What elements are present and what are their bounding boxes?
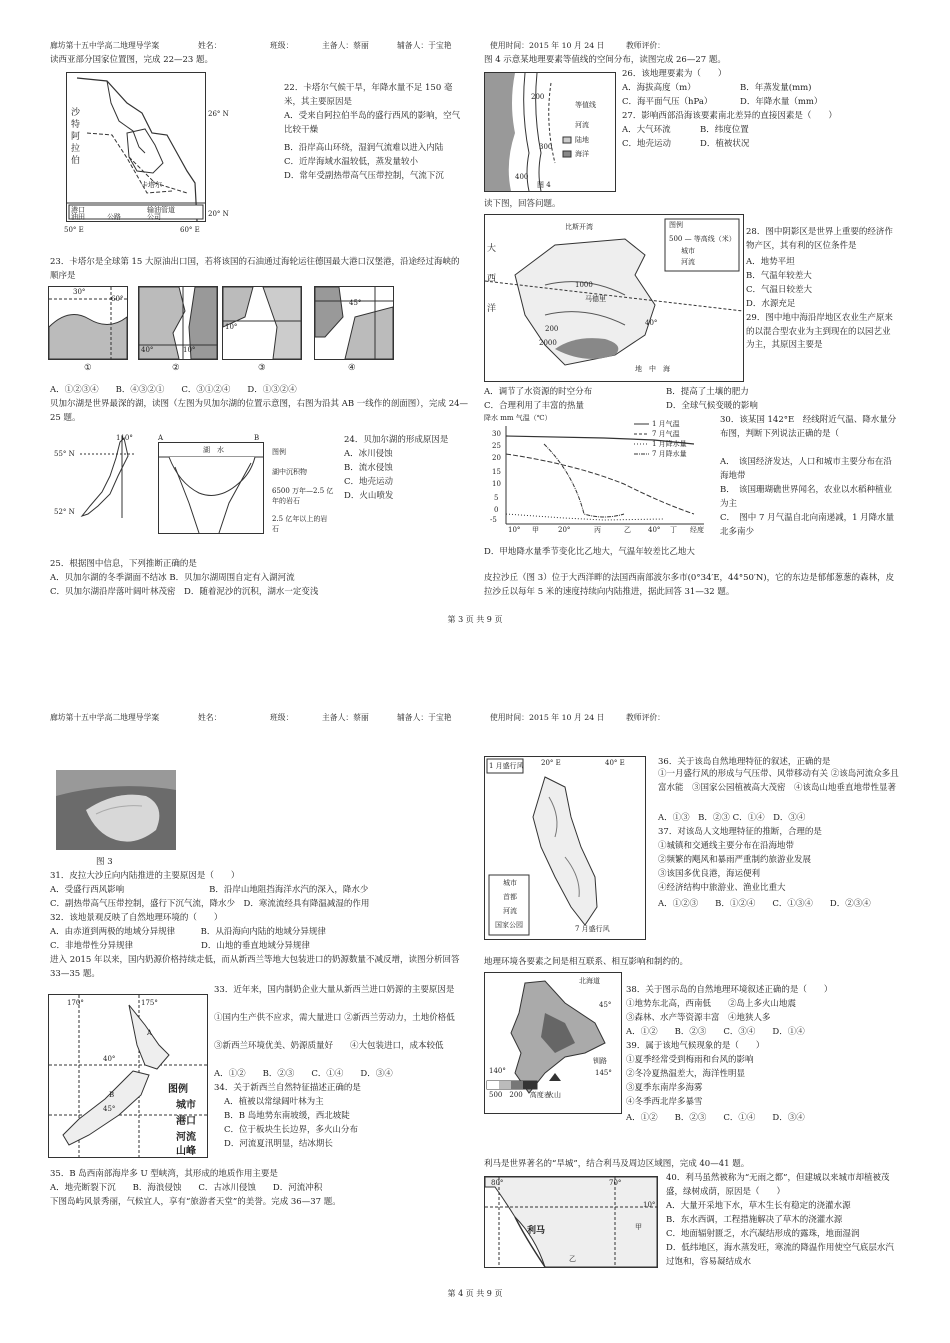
iberia-legend-city: 城市	[681, 247, 695, 255]
header-editor: 辅备人：于宝艳	[397, 41, 452, 50]
nz-b: B	[109, 1091, 115, 1099]
q24-option-d: D．火山喷发	[344, 491, 394, 501]
q28-option-d: D．水源充足	[746, 299, 796, 309]
q29-option-b: B．提高了土壤的肥力	[666, 387, 749, 397]
header-author: 主备人：蔡丽	[322, 41, 369, 50]
nz-legend-port: 港口	[176, 1116, 196, 1127]
iberia-v3: 2000	[539, 339, 557, 347]
q33-options: A．①② B．②③ C．①④ D．③④	[214, 1069, 393, 1079]
baikal-legend-2: 6500 万年—2.5 亿年的岩石	[272, 487, 334, 505]
graph30-x5: 乙	[624, 526, 631, 534]
strait1-deg2: 60°	[111, 295, 124, 303]
p2-header-name: 姓名：	[198, 713, 222, 722]
q34-option-b: B．B 岛地势东南坡缓，西北坡陡	[224, 1111, 350, 1121]
baikal-water: 湖 水	[203, 446, 224, 454]
q25-option-ab: A．贝加尔湖的冬季湖面不结冰 B．贝加尔湖周围自定有入湖河流	[50, 573, 295, 583]
map1-country2: 特	[71, 120, 81, 130]
island-legend-capital: 首都	[503, 893, 517, 901]
hokkaido-lat: 45°	[599, 1001, 612, 1009]
q40-option-a: A．大量开采地下水，草木生长有稳定的浇灌水源	[666, 1201, 851, 1211]
q29-option-d: D．全球气候变暖的影响	[666, 401, 758, 411]
map1-place1: 卡塔尔	[141, 181, 162, 189]
nz-a: A	[147, 1029, 153, 1037]
graph30-x7: 丁	[670, 526, 677, 534]
p2-header-author: 主备人：蔡丽	[322, 713, 369, 722]
peru-lon1: 80°	[491, 1179, 504, 1187]
map1-legend4: 输油管道	[147, 206, 175, 214]
baikal-legend-1: 湖中沉积物	[272, 468, 307, 476]
q40-option-d: D．低纬地区，海水蒸发旺，寒流的降温作用使空气底层水汽过饱和，容易凝结成水	[666, 1243, 894, 1267]
q36-stem: 36．关于该岛自然地理特征的叙述，正确的是	[658, 757, 831, 767]
hokkaido-city: 钏路	[593, 1057, 607, 1065]
peru-lon2: 70°	[609, 1179, 622, 1187]
baikal-profile	[158, 442, 264, 534]
peru-yi: 乙	[569, 1255, 576, 1263]
island-jan-wind: 1 月盛行风	[489, 762, 524, 770]
strait1-caption: ①	[84, 363, 92, 373]
strait-map-3	[222, 286, 302, 360]
q39-item-1: ①夏季经常受到梅雨和台风的影响	[626, 1055, 754, 1065]
q23-options: A．①②③④ B．④③②① C．③①②④ D．①③②④	[50, 385, 297, 395]
q28-option-c: C．气温日较差大	[746, 285, 813, 295]
q30-climate-graph	[484, 414, 716, 536]
q30-option-d: D．甲地降水量季节变化比乙地大，气温年较差比乙地大	[484, 547, 695, 557]
graph30-y4: 15	[492, 468, 501, 476]
iberia-city: 马德里	[585, 295, 606, 303]
iberia-legend-title: 图例	[669, 221, 683, 229]
header-class: 班级：	[270, 41, 294, 50]
graph30-y8: -5	[490, 516, 497, 524]
q29-stem: 29．图中地中海沿岸地区农业生产原来的以混合型农业为主到现在的以园艺业为主，其原因主要是	[746, 313, 893, 351]
baikal-legend-3: 2.5 亿年以上的岩石	[272, 515, 328, 533]
q32-stem: 32．该地景观反映了自然地理环境的（ ）	[50, 913, 223, 923]
nz-legend-city: 城市	[176, 1100, 196, 1111]
graph30-y3: 20	[492, 454, 501, 462]
fig4-legend-isoline: 等值线	[575, 101, 596, 109]
baikal-b: B	[254, 434, 260, 442]
q22-option-a: A．受来自阿拉伯半岛的盛行西风的影响，空气比较干燥	[284, 111, 461, 135]
header-time: 使用时间：2015 年 10 月 24 日	[490, 41, 605, 50]
strait-map-4	[314, 286, 394, 360]
peru-map	[484, 1176, 658, 1268]
header-school: 廊坊第十五中学高二地理导学案	[50, 41, 160, 50]
graph30-x4: 丙	[594, 526, 601, 534]
hokkaido-name: 北海道	[579, 977, 600, 985]
q22-option-d: D．常年受副热带高气压带控制，气流下沉	[284, 171, 444, 181]
fig4-legend-sea: 海洋	[575, 150, 589, 158]
intro-31-32: 皮拉沙丘（图 3）位于大西洋畔的法国西南部波尔多市(0°34′E，44°50′N)，它的东边是郁郁葱葱的森林，皮拉沙丘以每年 5 米的速度持续向内陆推进，据此回答 31—32 题。	[484, 573, 895, 597]
map1-country3: 阿	[71, 132, 81, 142]
q24-stem: 24．贝加尔湖的形成原因是	[344, 435, 449, 445]
fig4-legend-land: 陆地	[575, 136, 589, 144]
peru-lat: 10°	[643, 1201, 656, 1209]
baikal-a: A	[158, 434, 164, 442]
graph30-y7: 0	[494, 506, 499, 514]
q30-option-c: C． 图中 7 月气温自北向南递减，1 月降水量北多南少	[720, 513, 895, 537]
q29-option-c: C．合理利用了丰富的热量	[484, 401, 585, 411]
west-asia-map	[66, 72, 206, 222]
q38-item-12: ①地势东北高，西南低 ②岛上多火山地震	[626, 999, 797, 1009]
peru-jia: 甲	[635, 1223, 642, 1231]
q33-item-34: ③新西兰环境优美、奶源质量好 ④大包装进口，成本较低	[214, 1041, 444, 1051]
q27-option-b: B．纬度位置	[700, 125, 749, 135]
q23-stem: 23．卡塔尔是全球第 15 大原油出口国，若将该国的石油通过海轮运往德国最大港口汉堡港，沿途经过海峡的顺序是	[50, 257, 460, 281]
graph30-y2: 25	[492, 442, 501, 450]
island-legend-river: 河流	[503, 907, 517, 915]
strait-map-1	[48, 286, 128, 360]
q26-option-a: A．海拔高度（m）	[622, 83, 696, 93]
q37-item-1: ①城镇和交通线主要分布在沿海地带	[658, 841, 795, 851]
q22-option-b: B．沿岸高山环绕，湿润气流难以进入内陆	[284, 143, 444, 153]
baikal-lon: 110°	[116, 434, 133, 442]
q27-option-c: C．地壳运动	[622, 139, 672, 149]
baikal-lat1: 55° N	[54, 450, 75, 458]
fig4-value-2: 300	[539, 143, 553, 151]
q38-stem: 38．关于图示岛的自然地理环境叙述正确的是（ ）	[626, 985, 833, 995]
peru-lima: 利马	[527, 1226, 546, 1236]
header-eval: 教师评价：	[626, 41, 665, 50]
iberia-sea4: 洋	[487, 304, 497, 314]
strait2-deg2: 10°	[183, 346, 196, 354]
iberia-map	[484, 214, 744, 382]
graph30-x6: 40°	[648, 526, 661, 534]
p2-header-school: 廊坊第十五中学高二地理导学案	[50, 713, 160, 722]
strait3-caption: ③	[258, 363, 266, 373]
iberia-sea1: 比斯开湾	[565, 223, 593, 231]
nz-legend-title: 图例	[168, 1084, 188, 1095]
q26-option-d: D．年降水量（mm）	[740, 97, 823, 107]
map1-country1: 沙	[71, 108, 81, 118]
map1-lon1: 50° E	[64, 226, 84, 234]
intro-33-35: 进入 2015 年以来，国内奶源价格持续走低，而从新西兰等地大包装进口的奶源数量不减反增，读图分析回答 33—35 题。	[50, 955, 460, 979]
baikal-location-map	[80, 436, 134, 518]
graph30-x1: 10°	[508, 526, 521, 534]
q33-item-12: ①国内生产供不应求，需大量进口 ②新西兰劳动力，土地价格低	[214, 1013, 455, 1023]
q40-option-c: C．地面辐射匮乏，水汽凝结形成的露珠，地面湿润	[666, 1229, 860, 1239]
intro-22-23: 读西亚部分国家位置图，完成 22—23 题。	[50, 55, 214, 65]
strait4-caption: ④	[348, 363, 356, 373]
island-jul-wind: 7 月盛行风	[575, 925, 610, 933]
q37-stem: 37．对该岛人文地理特征的推断，合理的是	[658, 827, 822, 837]
strait-map-2	[138, 286, 218, 360]
q24-option-a: A．冰川侵蚀	[344, 449, 393, 459]
q35-options: A．地壳断裂下沉 B．海浪侵蚀 C．古冰川侵蚀 D．河流冲积	[50, 1183, 323, 1193]
baikal-legend-title: 图例	[272, 448, 286, 456]
map1-lat2: 20° N	[208, 210, 229, 218]
q32-options-ab: A．由赤道到两极的地域分异规律 B．从沿海向内陆的地域分异规律	[50, 927, 326, 937]
q39-item-3: ③夏季东南岸多海雾	[626, 1083, 703, 1093]
iberia-legend-isoline: 500 — 等高线（米）	[669, 235, 736, 243]
iberia-sea2: 大	[487, 244, 497, 254]
q39-stem: 39．属于该地气候现象的是（ ）	[626, 1041, 765, 1051]
q30-option-a: A． 该国经济发达，人口和城市主要分布在沿海地带	[720, 457, 892, 481]
strait1-deg: 30°	[73, 288, 86, 296]
graph30-x3: 20°	[558, 526, 571, 534]
intro-38-39: 地理环境各要素之间是相互联系、相互影响和制约的。	[484, 957, 689, 967]
q30-option-b: B． 该国珊瑚礁世界闻名，农业以水稻种植业为主	[720, 485, 892, 509]
dune-photo	[56, 770, 176, 850]
header-name: 姓名：	[198, 41, 222, 50]
graph30-key2: 7 月气温	[652, 430, 680, 438]
island-lon2: 40° E	[605, 759, 625, 767]
p2-header-eval: 教师评价：	[626, 713, 665, 722]
iberia-lat: 40°	[645, 319, 658, 327]
q24-option-c: C．地壳运动	[344, 477, 394, 487]
q28-stem: 28．图中阴影区是世界上重要的经济作物产区，其有利的区位条件是	[746, 227, 893, 251]
q31-stem: 31．皮拉大沙丘向内陆推进的主要原因是（ ）	[50, 871, 240, 881]
fig4-isoline-map	[484, 72, 616, 192]
strait2-deg: 40°	[141, 346, 154, 354]
island-lon1: 20° E	[541, 759, 561, 767]
strait4-deg: 45°	[349, 299, 362, 307]
graph30-y5: 10	[492, 480, 501, 488]
strait3-deg: 10°	[225, 323, 238, 331]
west-asia-map-drawing	[67, 73, 205, 221]
q35-stem: 35．B 岛西南部海岸多 U 型峡湾，其形成的地质作用主要是	[50, 1169, 278, 1179]
page-1-footer: 第 3 页 共 9 页	[447, 615, 503, 624]
q25-option-cd: C．贝加尔湖沿岸落叶阔叶林茂密 D．随着泥沙的沉积，湖水一定变浅	[50, 587, 319, 597]
map1-legend1: 港口	[71, 206, 85, 214]
q36-items: ①一月盛行风的形成与气压带、风带移动有关 ②该岛河流众多且富水能 ③国家公园植被高大茂密 ④该岛山地垂直地带性显著	[658, 769, 899, 793]
q29-option-a: A．调节了水资源的时空分布	[484, 387, 593, 397]
island-map	[484, 756, 646, 940]
graph30-y1: 30	[492, 430, 501, 438]
hokkaido-volcano: 火山	[547, 1091, 561, 1099]
q22-stem: 22．卡塔尔气候干旱，年降水量不足 150 毫米，其主要原因是	[284, 83, 453, 107]
q37-options: A．①②③ B．①②④ C．①③④ D．②③④	[658, 899, 871, 909]
graph30-x2: 甲	[532, 526, 539, 534]
q39-item-2: ②冬冷夏热温差大，海洋性明显	[626, 1069, 746, 1079]
q30-stem: 30．该某国 142°E 经线附近气温、降水量分布图，判断下列说法正确的是（	[720, 415, 897, 439]
intro-36-37: 下图岛屿风景秀丽，气候宜人，享有“旅游者天堂”的美誉。完成 36—37 题。	[50, 1197, 341, 1207]
graph30-ylab: 降水 mm 气温（℃）	[484, 414, 552, 422]
intro-40-41: 利马是世界著名的“旱城”，结合利马及周边区域图，完成 40—41 题。	[484, 1159, 750, 1169]
hokkaido-lon1: 140°	[489, 1067, 506, 1075]
q34-option-d: D．河流夏汛明显，结冰期长	[224, 1139, 333, 1149]
p2-header-time: 使用时间：2015 年 10 月 24 日	[490, 713, 605, 722]
intro-24-25: 贝加尔湖是世界最深的湖，读图（左图为贝加尔湖的位置示意图，右图为沿其 AB 一线作的剖面图），完成 24—25 题。	[50, 399, 469, 423]
q32-options-cd: C．非地带性分异规律 D．山地的垂直地域分异规律	[50, 941, 310, 951]
q31-options-cd: C．副热带高气压带控制，盛行下沉气流，降水少 D．寒流流经具有降温减湿的作用	[50, 899, 370, 909]
strait2-caption: ②	[172, 363, 180, 373]
fig4-value-1: 200	[531, 93, 545, 101]
intro-28-29: 读下图，回答问题。	[484, 199, 561, 209]
hokkaido-scale: 500 200 高度表	[489, 1091, 551, 1099]
iberia-sea3: 西	[487, 274, 497, 284]
q34-stem: 34．关于新西兰自然特征描述正确的是	[214, 1083, 361, 1093]
page-2-footer: 第 4 页 共 9 页	[447, 1289, 503, 1298]
q31-options-ab: A．受盛行西风影响 B．沿岸山地阻挡海洋水汽的深入，降水少	[50, 885, 369, 895]
q40-option-b: B．东水西调，工程措施解决了草木的浇灌水源	[666, 1215, 843, 1225]
q27-option-d: D．植被状况	[700, 139, 750, 149]
map1-legend2: 油田	[71, 213, 85, 221]
q25-stem: 25．根据图中信息，下列推断正确的是	[50, 559, 197, 569]
graph30-y6: 5	[494, 494, 499, 502]
nz-lat1: 40°	[103, 1055, 116, 1063]
q27-option-a: A．大气环流	[622, 125, 671, 135]
q24-option-b: B．流水侵蚀	[344, 463, 393, 473]
nz-legend-peak: 山峰	[176, 1146, 196, 1157]
iberia-legend-river: 河流	[681, 258, 695, 266]
q39-item-4: ④冬季西北岸多暴雪	[626, 1097, 703, 1107]
graph30-xlab: 经度	[690, 526, 704, 534]
iberia-v2: 200	[545, 325, 559, 333]
p2-header-editor: 辅备人：于宝艳	[397, 713, 452, 722]
island-legend-park: 国家公园	[495, 921, 523, 929]
q37-item-2: ②频繁的飓风和暴雨严重制约旅游业发展	[658, 855, 812, 865]
q28-option-a: A．地势平坦	[746, 257, 795, 267]
q26-option-c: C．海平面气压（hPa）	[622, 97, 713, 107]
iberia-v1: 1000	[575, 281, 593, 289]
map1-legend3: 公路	[107, 213, 121, 221]
q34-option-a: A．植被以常绿阔叶林为主	[224, 1097, 324, 1107]
island-legend-city: 城市	[503, 879, 517, 887]
q28-option-b: B．气温年较差大	[746, 271, 812, 281]
q37-item-4: ④经济结构中旅游业、渔业比重大	[658, 883, 786, 893]
fig3-caption: 图 3	[96, 857, 113, 867]
p2-header-class: 班级：	[270, 713, 294, 722]
q38-options: A．①② B．②③ C．③④ D．①④	[626, 1027, 805, 1037]
q40-stem: 40．利马虽然被称为“无雨之都”，但建城以来城市却植被茂盛，绿树成荫，原因是（ ）	[666, 1173, 890, 1197]
q27-stem: 27．影响西部沿海该要素南北差异的直接因素是（ ）	[622, 111, 837, 121]
q39-options: A．①② B．②③ C．①④ D．③④	[626, 1113, 805, 1123]
fig4-caption: 图 4	[537, 181, 551, 189]
graph30-key3: 1 月降水量	[652, 440, 687, 448]
q36-options: A．①③ B．②③ C．①④ D．③④	[658, 813, 806, 823]
baikal-lat2: 52° N	[54, 508, 75, 516]
q22-option-c: C．近岸海域水温较低，蒸发量较小	[284, 157, 419, 167]
iberia-sea5: 地 中 海	[635, 365, 670, 373]
nz-lat2: 45°	[103, 1105, 116, 1113]
graph30-key4: 7 月降水量	[652, 450, 687, 458]
map1-country4: 拉	[71, 144, 81, 154]
fig4-value-3: 400	[515, 173, 529, 181]
map1-country5: 伯	[71, 156, 81, 166]
map1-legend5: 公司	[147, 213, 161, 221]
nz-legend-river: 河流	[176, 1132, 196, 1143]
intro-26-27: 图 4 示意某地理要素等值线的空间分布，读图完成 26—27 题。	[484, 55, 726, 65]
hokkaido-map	[484, 972, 622, 1114]
q26-option-b: B．年蒸发量(mm)	[740, 83, 812, 93]
q26-stem: 26．该地理要素为（ ）	[622, 69, 727, 79]
q37-item-3: ③该国多优良港，海运便利	[658, 869, 761, 879]
hokkaido-lon2: 145°	[595, 1069, 612, 1077]
map1-lon2: 60° E	[180, 226, 200, 234]
fig4-legend-river: 河流	[575, 121, 589, 129]
q33-stem: 33．近年来，国内制奶企业大量从新西兰进口奶源的主要原因是	[214, 985, 455, 995]
q34-option-c: C．位于板块生长边界，多火山分布	[224, 1125, 359, 1135]
nz-lon2: 175°	[141, 999, 158, 1007]
map1-lat: 26° N	[208, 110, 229, 118]
graph30-key1: 1 月气温	[652, 420, 680, 428]
nz-lon1: 170°	[67, 999, 84, 1007]
q38-item-34: ③森林、水产等资源丰富 ④地狭人多	[626, 1013, 771, 1023]
